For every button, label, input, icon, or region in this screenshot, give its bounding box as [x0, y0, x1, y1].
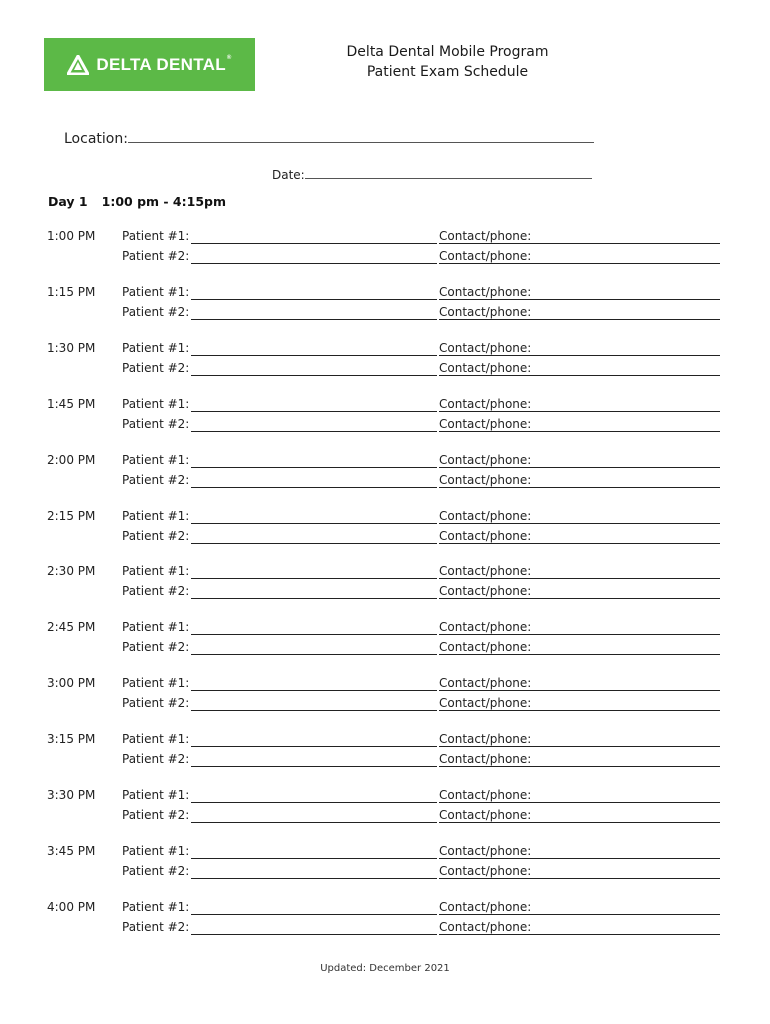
patient-name-field[interactable] — [191, 878, 437, 879]
contact-label: Contact/phone: — [439, 732, 532, 746]
slot-time: 1:30 PM — [47, 341, 96, 355]
slot-time: 3:45 PM — [47, 844, 96, 858]
time-slot — [0, 564, 770, 606]
patient-label: Patient #2: — [122, 249, 190, 263]
contact-phone-field[interactable] — [439, 487, 720, 488]
patient-label: Patient #2: — [122, 864, 190, 878]
contact-label: Contact/phone: — [439, 397, 532, 411]
contact-phone-field[interactable] — [439, 578, 720, 579]
patient-name-field[interactable] — [191, 319, 437, 320]
patient-label: Patient #1: — [122, 788, 190, 802]
contact-phone-field[interactable] — [439, 654, 720, 655]
patient-label: Patient #2: — [122, 808, 190, 822]
patient-row — [122, 305, 720, 323]
delta-triangle-icon — [67, 55, 89, 75]
contact-label: Contact/phone: — [439, 509, 532, 523]
date-blank — [305, 166, 592, 179]
contact-label: Contact/phone: — [439, 696, 532, 710]
contact-phone-field[interactable] — [439, 746, 720, 747]
updated-footer: Updated: December 2021 — [320, 963, 450, 974]
patient-row — [122, 696, 720, 714]
time-slot — [0, 676, 770, 718]
contact-phone-field[interactable] — [439, 690, 720, 691]
patient-row — [122, 900, 720, 918]
time-slot — [0, 229, 770, 271]
time-slot — [0, 397, 770, 439]
patient-row — [122, 788, 720, 806]
contact-label: Contact/phone: — [439, 564, 532, 578]
slot-time: 2:00 PM — [47, 453, 96, 467]
patient-name-field[interactable] — [191, 934, 437, 935]
contact-label: Contact/phone: — [439, 584, 532, 598]
time-slot — [0, 620, 770, 662]
patient-label: Patient #1: — [122, 620, 190, 634]
patient-name-field[interactable] — [191, 802, 437, 803]
time-slot — [0, 453, 770, 495]
patient-name-field[interactable] — [191, 598, 437, 599]
contact-label: Contact/phone: — [439, 285, 532, 299]
contact-phone-field[interactable] — [439, 319, 720, 320]
contact-label: Contact/phone: — [439, 249, 532, 263]
contact-label: Contact/phone: — [439, 305, 532, 319]
slot-time: 4:00 PM — [47, 900, 96, 914]
slot-time: 2:15 PM — [47, 509, 96, 523]
contact-phone-field[interactable] — [439, 710, 720, 711]
patient-row — [122, 249, 720, 267]
patient-row — [122, 844, 720, 862]
contact-label: Contact/phone: — [439, 844, 532, 858]
time-slot — [0, 788, 770, 830]
slot-time: 2:30 PM — [47, 564, 96, 578]
contact-phone-field[interactable] — [439, 598, 720, 599]
patient-name-field[interactable] — [191, 243, 437, 244]
patient-name-field[interactable] — [191, 634, 437, 635]
patient-name-field[interactable] — [191, 467, 437, 468]
slot-time: 3:00 PM — [47, 676, 96, 690]
patient-name-field[interactable] — [191, 710, 437, 711]
patient-row — [122, 529, 720, 547]
day-label: Day 1 — [48, 194, 88, 209]
time-slot — [0, 900, 770, 942]
title-line-2: Patient Exam Schedule — [366, 64, 529, 80]
date-label: Date: — [272, 168, 305, 182]
contact-label: Contact/phone: — [439, 864, 532, 878]
time-slot — [0, 341, 770, 383]
patient-name-field[interactable] — [191, 690, 437, 691]
time-slot — [0, 509, 770, 551]
contact-phone-field[interactable] — [439, 375, 720, 376]
time-slot — [0, 285, 770, 327]
patient-row — [122, 584, 720, 602]
contact-phone-field[interactable] — [439, 822, 720, 823]
patient-name-field[interactable] — [191, 543, 437, 544]
patient-label: Patient #1: — [122, 564, 190, 578]
patient-name-field[interactable] — [191, 431, 437, 432]
delta-dental-logo — [44, 38, 255, 91]
patient-label: Patient #2: — [122, 584, 190, 598]
patient-label: Patient #1: — [122, 341, 190, 355]
contact-phone-field[interactable] — [439, 263, 720, 264]
contact-label: Contact/phone: — [439, 752, 532, 766]
day-heading — [48, 194, 226, 209]
patient-label: Patient #2: — [122, 920, 190, 934]
contact-phone-field[interactable] — [439, 355, 720, 356]
contact-phone-field[interactable] — [439, 766, 720, 767]
patient-name-field[interactable] — [191, 766, 437, 767]
patient-row — [122, 341, 720, 359]
slot-time: 1:00 PM — [47, 229, 96, 243]
contact-phone-field[interactable] — [439, 467, 720, 468]
slot-time: 1:45 PM — [47, 397, 96, 411]
patient-label: Patient #1: — [122, 844, 190, 858]
logo-text: DELTA DENTAL® — [96, 54, 232, 74]
patient-row — [122, 620, 720, 638]
contact-label: Contact/phone: — [439, 900, 532, 914]
patient-row — [122, 417, 720, 435]
patient-name-field[interactable] — [191, 746, 437, 747]
patient-label: Patient #1: — [122, 397, 190, 411]
patient-row — [122, 732, 720, 750]
patient-label: Patient #1: — [122, 676, 190, 690]
patient-label: Patient #2: — [122, 361, 190, 375]
patient-name-field[interactable] — [191, 858, 437, 859]
slot-time: 2:45 PM — [47, 620, 96, 634]
patient-row — [122, 808, 720, 826]
patient-row — [122, 864, 720, 882]
contact-phone-field[interactable] — [439, 878, 720, 879]
patient-label: Patient #1: — [122, 509, 190, 523]
contact-label: Contact/phone: — [439, 788, 532, 802]
contact-label: Contact/phone: — [439, 920, 532, 934]
contact-label: Contact/phone: — [439, 640, 532, 654]
document-title — [300, 42, 595, 82]
contact-phone-field[interactable] — [439, 634, 720, 635]
patient-name-field[interactable] — [191, 299, 437, 300]
patient-row — [122, 676, 720, 694]
contact-phone-field[interactable] — [439, 914, 720, 915]
patient-row — [122, 752, 720, 770]
contact-label: Contact/phone: — [439, 417, 532, 431]
patient-label: Patient #2: — [122, 473, 190, 487]
contact-label: Contact/phone: — [439, 229, 532, 243]
patient-row — [122, 229, 720, 247]
contact-phone-field[interactable] — [439, 243, 720, 244]
patient-label: Patient #2: — [122, 696, 190, 710]
patient-name-field[interactable] — [191, 654, 437, 655]
contact-phone-field[interactable] — [439, 858, 720, 859]
contact-label: Contact/phone: — [439, 361, 532, 375]
time-slot — [0, 732, 770, 774]
patient-row — [122, 453, 720, 471]
location-label: Location: — [64, 131, 128, 147]
contact-phone-field[interactable] — [439, 431, 720, 432]
patient-name-field[interactable] — [191, 487, 437, 488]
contact-phone-field[interactable] — [439, 523, 720, 524]
patient-label: Patient #1: — [122, 900, 190, 914]
patient-name-field[interactable] — [191, 914, 437, 915]
contact-label: Contact/phone: — [439, 620, 532, 634]
slot-time: 3:15 PM — [47, 732, 96, 746]
title-line-1: Delta Dental Mobile Program — [346, 44, 549, 60]
patient-row — [122, 509, 720, 527]
patient-row — [122, 920, 720, 938]
patient-label: Patient #2: — [122, 417, 190, 431]
patient-label: Patient #1: — [122, 229, 190, 243]
patient-label: Patient #2: — [122, 305, 190, 319]
patient-row — [122, 564, 720, 582]
patient-row — [122, 285, 720, 303]
contact-phone-field[interactable] — [439, 934, 720, 935]
patient-name-field[interactable] — [191, 822, 437, 823]
patient-name-field[interactable] — [191, 578, 437, 579]
patient-label: Patient #2: — [122, 640, 190, 654]
patient-label: Patient #2: — [122, 529, 190, 543]
contact-label: Contact/phone: — [439, 341, 532, 355]
time-slot — [0, 844, 770, 886]
date-field — [272, 166, 592, 182]
patient-name-field[interactable] — [191, 411, 437, 412]
patient-name-field[interactable] — [191, 375, 437, 376]
patient-name-field[interactable] — [191, 263, 437, 264]
patient-label: Patient #2: — [122, 752, 190, 766]
patient-name-field[interactable] — [191, 523, 437, 524]
slot-time: 1:15 PM — [47, 285, 96, 299]
patient-row — [122, 397, 720, 415]
location-blank — [128, 128, 594, 143]
contact-phone-field[interactable] — [439, 543, 720, 544]
patient-row — [122, 640, 720, 658]
contact-label: Contact/phone: — [439, 808, 532, 822]
patient-row — [122, 361, 720, 379]
contact-label: Contact/phone: — [439, 453, 532, 467]
slot-time: 3:30 PM — [47, 788, 96, 802]
patient-label: Patient #1: — [122, 732, 190, 746]
location-field — [64, 128, 594, 147]
contact-label: Contact/phone: — [439, 676, 532, 690]
patient-label: Patient #1: — [122, 285, 190, 299]
patient-label: Patient #1: — [122, 453, 190, 467]
contact-phone-field[interactable] — [439, 299, 720, 300]
patient-name-field[interactable] — [191, 355, 437, 356]
contact-label: Contact/phone: — [439, 529, 532, 543]
contact-label: Contact/phone: — [439, 473, 532, 487]
patient-row — [122, 473, 720, 491]
contact-phone-field[interactable] — [439, 411, 720, 412]
contact-phone-field[interactable] — [439, 802, 720, 803]
day-time-range: 1:00 pm - 4:15pm — [101, 194, 226, 209]
